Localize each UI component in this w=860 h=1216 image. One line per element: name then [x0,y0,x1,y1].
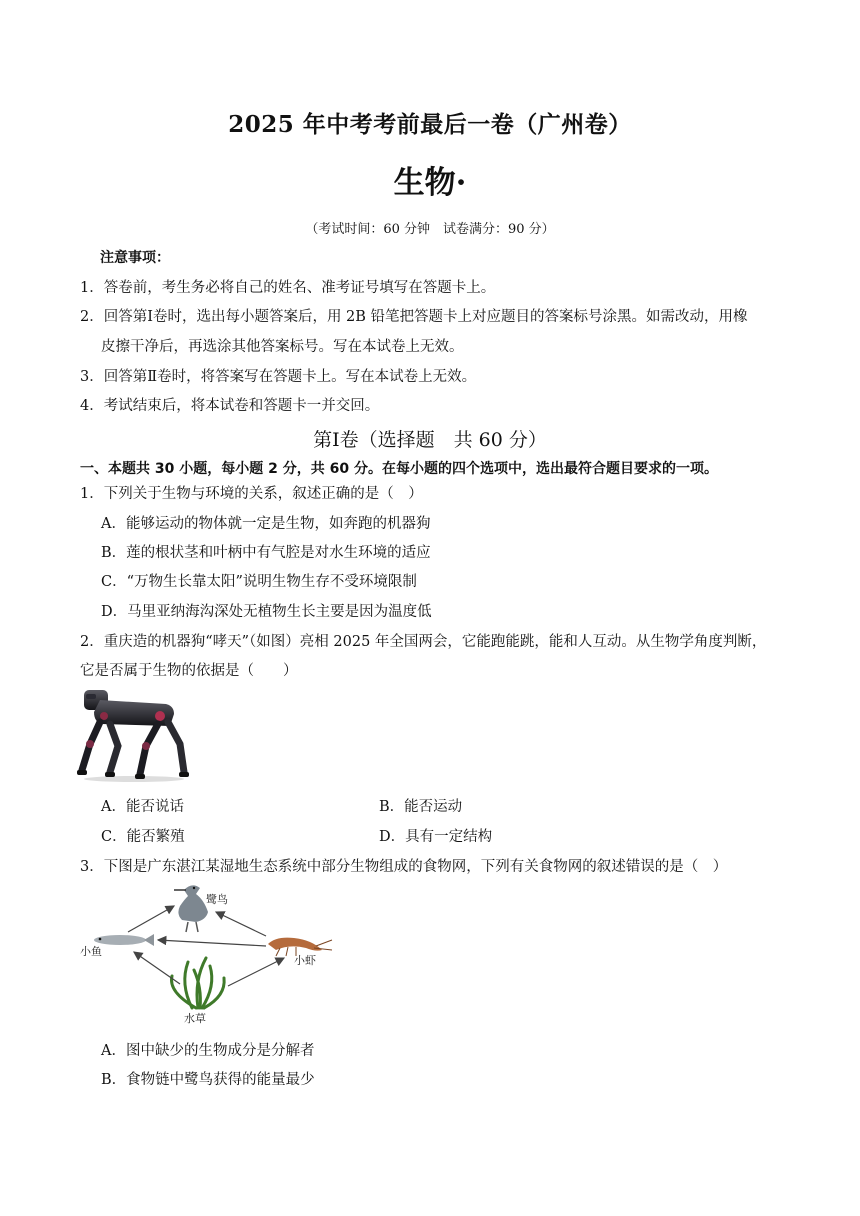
q2-option-b: B．能否运动 [379,799,463,815]
q3-option-b: B．食物链中鹭鸟获得的能量最少 [101,1072,315,1088]
q2-option-a: A．能否说话 [101,799,184,815]
fish-icon [94,934,154,946]
subject-title: 生物· [393,165,467,201]
q1-option-d: D．马里亚纳海沟深处无植物生长主要是因为温度低 [101,604,432,620]
notice-item-2-cont: 皮擦干净后，再选涂其他答案标号。写在本试卷上无效。 [101,339,464,355]
q3-option-a: A．图中缺少的生物成分是分解者 [101,1043,315,1059]
q1-option-c: C．“万物生长靠太阳”说明生物生存不受环境限制 [101,574,417,590]
notice-item-2: 2．回答第Ⅰ卷时，选出每小题答案后，用 2B 铅笔把答题卡上对应题目的答案标号涂黑。如需改动，用橡 [80,309,748,325]
heron-icon [174,885,208,932]
exam-info: （考试时间：60 分钟 试卷满分：90 分） [305,222,555,237]
label-heron: 鹭鸟 [206,893,228,906]
q3-stem: 3．下图是广东湛江某湿地生态系统中部分生物组成的食物网，下列有关食物网的叙述错误的是（ ） [80,859,728,875]
label-fish: 小鱼 [80,945,102,958]
exam-title: 2025 年中考考前最后一卷（广州卷） [228,111,632,138]
q2-option-d: D．具有一定结构 [379,829,493,845]
robot-dog-image [74,686,196,784]
q1-option-b: B．莲的根状茎和叶柄中有气腔是对水生环境的适应 [101,545,431,561]
q1-option-a: A．能够运动的物体就一定是生物，如奔跑的机器狗 [101,516,431,532]
food-web-diagram [76,880,338,1028]
notice-item-3: 3．回答第Ⅱ卷时，将答案写在答题卡上。写在本试卷上无效。 [80,369,477,385]
section-title: 第Ⅰ卷（选择题 共 60 分） [313,429,547,451]
notice-item-1: 1．答卷前，考生务必将自己的姓名、准考证号填写在答题卡上。 [80,280,496,296]
q2-stem-line1: 2．重庆造的机器狗“哮天”（如图）亮相 2025 年全国两会，它能跑能跳，能和人互动。从生物学角度判断， [80,634,767,650]
notice-heading: 注意事项： [100,250,170,266]
notice-item-4: 4．考试结束后，将本试卷和答题卡一并交回。 [80,398,380,414]
label-shrimp: 小虾 [294,954,316,967]
q2-stem-line2: 它是否属于生物的依据是（ ） [80,663,298,679]
q1-stem: 1．下列关于生物与环境的关系，叙述正确的是（ ） [80,486,423,502]
section-instruction: 一、本题共 30 小题，每小题 2 分，共 60 分。在每小题的四个选项中，选出最符合题目要求的一项。 [80,461,718,477]
q2-option-c: C．能否繁殖 [101,829,185,845]
label-grass: 水草 [184,1012,206,1025]
